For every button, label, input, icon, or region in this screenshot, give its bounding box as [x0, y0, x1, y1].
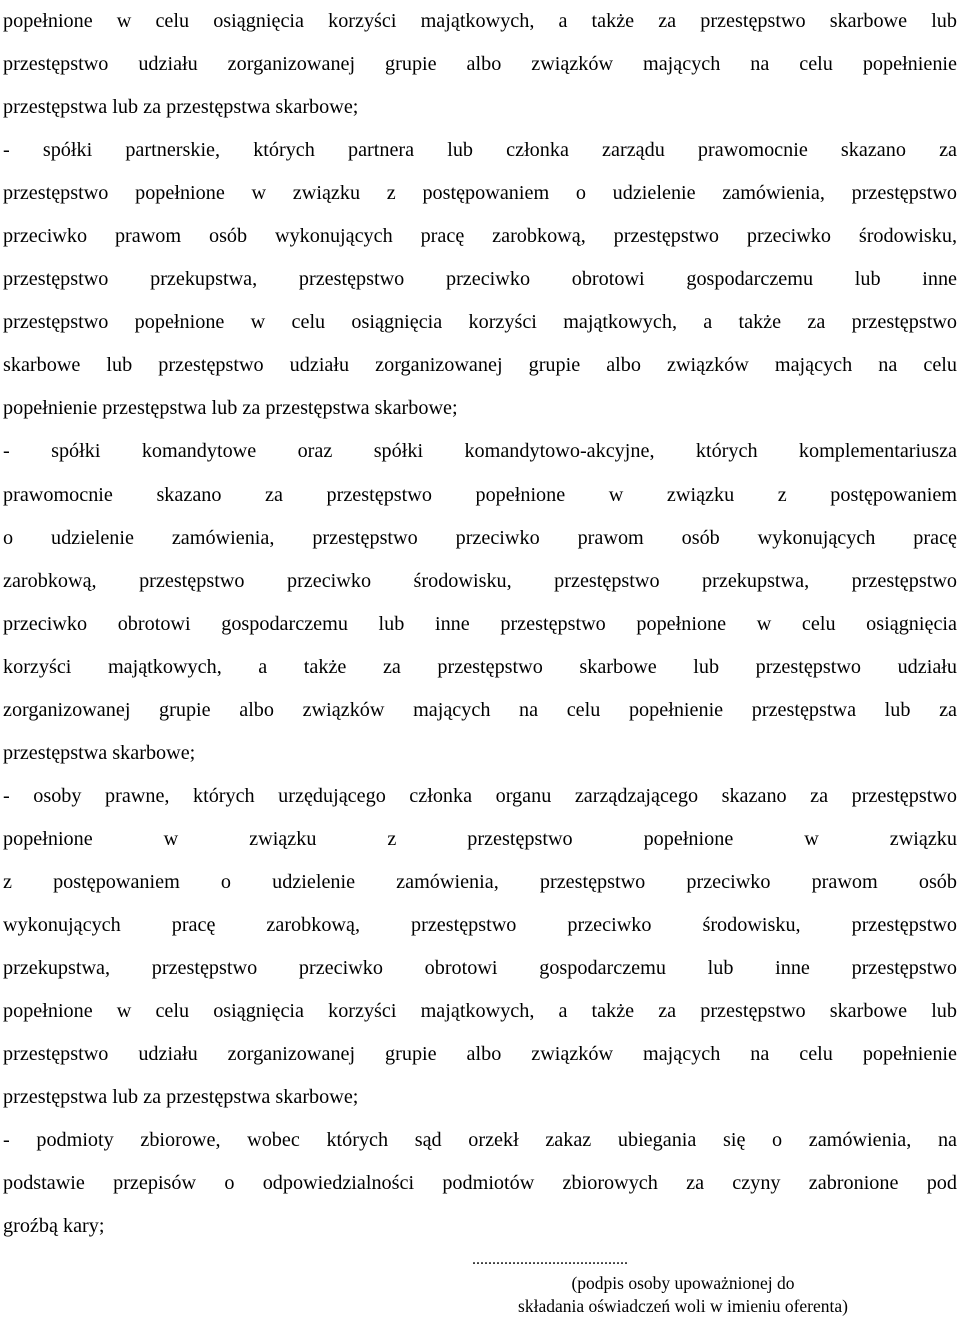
text-line: popełnienie przestępstwa lub za przestępstwa skarbowe;: [3, 397, 458, 420]
text-line: przestępstwo popełnione w związku z postępowaniem o udzielenie zamówienia, przestępstwo: [3, 182, 957, 205]
text-line: przestępstwa lub za przestępstwa skarbowe;: [3, 1086, 359, 1109]
text-line: groźbą kary;: [3, 1215, 105, 1238]
list-item-line: - osoby prawne, których urzędującego członka organu zarządzającego skazano za przestępstwo: [3, 784, 957, 807]
text-line: zorganizowanej grupie albo związków mających na celu popełnienie przestępstwa lub za: [3, 698, 957, 721]
document-body: [3, 0, 957, 1248]
text-line: z postępowaniem o udzielenie zamówienia, przestępstwo przeciwko prawom osób: [3, 870, 957, 893]
text-line: przeciwko prawom osób wykonujących pracę zarobkową, przestępstwo przeciwko środowisku,: [3, 225, 957, 248]
text-line: wykonujących pracę zarobkową, przestępstwo przeciwko środowisku, przestępstwo: [3, 913, 957, 936]
text-line: podstawie przepisów o odpowiedzialności podmiotów zbiorowych za czyny zabronione pod: [3, 1172, 957, 1195]
text-line: przestępstwo udziału zorganizowanej grupie albo związków mających na celu popełnienie: [3, 53, 957, 76]
text-line: przestępstwa lub za przestępstwa skarbowe;: [3, 96, 359, 119]
text-line: przeciwko obrotowi gospodarczemu lub inne przestępstwo popełnione w celu osiągnięcia: [3, 612, 957, 635]
text-line: popełnione w celu osiągnięcia korzyści majątkowych, a także za przestępstwo skarbowe lub: [3, 10, 957, 32]
signature-caption-line2: składania oświadczeń woli w imieniu oferenta): [518, 1296, 848, 1316]
text-line: przekupstwa, przestępstwo przeciwko obrotowi gospodarczemu lub inne przestępstwo: [3, 957, 957, 980]
text-line: przestępstwa skarbowe;: [3, 741, 196, 764]
text-line: korzyści majątkowych, a także za przestępstwo skarbowe lub przestępstwo udziału: [3, 655, 957, 678]
text-line: przestępstwo przekupstwa, przestępstwo przeciwko obrotowi gospodarczemu lub inne: [3, 268, 957, 291]
list-item-line: - podmioty zbiorowe, wobec których sąd orzekł zakaz ubiegania się o zamówienia, na: [3, 1129, 957, 1152]
text-line: popełnione w celu osiągnięcia korzyści majątkowych, a także za przestępstwo skarbowe lub: [3, 1000, 957, 1023]
text-line: prawomocnie skazano za przestępstwo popełnione w związku z postępowaniem: [3, 483, 957, 506]
text-line: zarobkową, przestępstwo przeciwko środowisku, przestępstwo przekupstwa, przestępstwo: [3, 569, 957, 592]
text-line: przestępstwo udziału zorganizowanej grupie albo związków mających na celu popełnienie: [3, 1043, 957, 1066]
text-line: o udzielenie zamówienia, przestępstwo przeciwko prawom osób wykonujących pracę: [3, 526, 957, 549]
text-line: przestępstwo popełnione w celu osiągnięcia korzyści majątkowych, a także za przestępstwo: [3, 311, 957, 334]
list-item-line: - spółki komandytowe oraz spółki komandytowo-akcyjne, których komplementariusza: [3, 440, 957, 463]
list-item-line: - spółki partnerskie, których partnera lub członka zarządu prawomocnie skazano za: [3, 139, 957, 162]
signature-caption-line1: (podpis osoby upoważnionej do: [571, 1273, 795, 1293]
text-line: popełnione w związku z przestępstwo popełnione w związku: [3, 827, 957, 850]
text-line: skarbowe lub przestępstwo udziału zorganizowanej grupie albo związków mających na celu: [3, 354, 957, 377]
signature-dots: .......................................: [472, 1251, 628, 1268]
